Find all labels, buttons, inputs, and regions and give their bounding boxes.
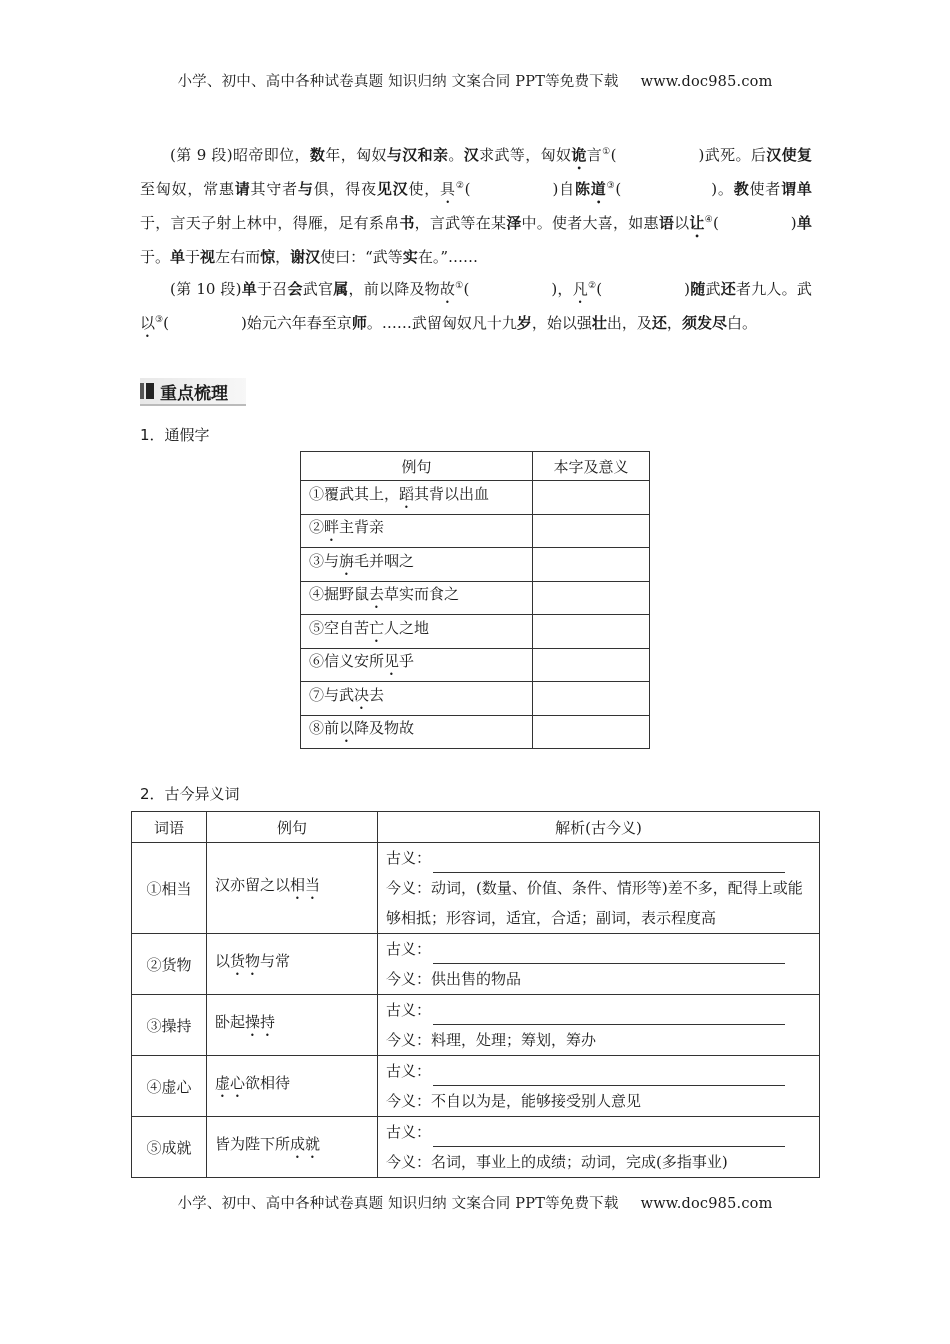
table-row: ⑤成就 皆为陛下所成就 古义： 今义：名词，事业上的成绩；动词，完成(多指事业) [132,1117,820,1178]
table-row: ⑤空自苦亡人之地 [301,615,650,649]
answer-blank[interactable] [433,1130,785,1147]
table-row: ④虚心 虚心欲相待 古义： 今义：不自以为是，能够接受别人意见 [132,1056,820,1117]
section-title-box [140,378,246,406]
table-row: ③操持 卧起操持 古义： 今义：料理，处理；筹划，筹办 [132,995,820,1056]
gujin-yiyi-table [131,811,820,1178]
q1-title: 1．通假字 [140,426,210,444]
page-header: 小学、初中、高中各种试卷真题 知识归纳 文案合同 PPT等免费下载 www.doc985.com [177,74,773,90]
col-header-word: 词语 [132,812,207,843]
q2-title: 2．古今异义词 [140,785,240,803]
answer-cell[interactable] [533,682,650,716]
table-row: ①相当 汉亦留之以相当 古义： 今义：动词，(数量、价值、条件、情形等)差不多，配得上或能够相抵；形容词，适宜，合适；副词，表示程度高 [132,843,820,934]
answer-cell[interactable] [533,548,650,582]
table-row: ⑥信义安所见乎 [301,648,650,682]
answer-blank[interactable] [433,856,785,873]
col-header-meaning: 本字及意义 [533,452,650,481]
table-row: ⑧前以降及物故 [301,715,650,749]
answer-cell[interactable] [533,581,650,615]
table-row: ②货物 以货物与常 古义： 今义：供出售的物品 [132,934,820,995]
table-row: ③与旃毛并咽之 [301,548,650,582]
answer-cell[interactable] [533,715,650,749]
page-footer: 小学、初中、高中各种试卷真题 知识归纳 文案合同 PPT等免费下载 www.doc985.com [177,1196,773,1212]
col-header-example: 例句 [207,812,378,843]
passage-para-10: (第 10 段)单于召会武官属，前以降及物故①( )，凡②( )随武还者九人。武以③( )始元六年春至京师。……武留匈奴凡十九岁，始以强壮出，及还，须发尽白。 [140,280,812,332]
answer-cell[interactable] [533,615,650,649]
col-header-example: 例句 [301,452,533,481]
answer-blank[interactable] [433,1069,785,1086]
answer-blank[interactable] [433,1008,785,1025]
answer-cell[interactable] [533,514,650,548]
answer-blank[interactable] [433,947,785,964]
section-title: 重点梳理 [160,384,228,404]
col-header-analysis: 解析(古今义) [378,812,820,843]
table-row: ②畔主背亲 [301,514,650,548]
answer-cell[interactable] [533,481,650,515]
table-row: ④掘野鼠去草实而食之 [301,581,650,615]
table-row: ①覆武其上，蹈其背以出血 [301,481,650,515]
answer-cell[interactable] [533,648,650,682]
passage-para-9: (第 9 段)昭帝即位，数年，匈奴与汉和亲。汉求武等，匈奴诡言①( )武死。后汉使复至匈奴，常惠请其守者与俱，得夜见汉使，具②( )自陈道③( )。教使者谓单于，言天子射上林中，得雁，足有系帛书，言武等在某泽中。使者大喜，如惠语以让④( )单于。单于视左右而惊，谢汉使曰：“武等实在。”…… [140,146,812,266]
tongjiazi-table [300,451,650,749]
table-row: ⑦与武决去 [301,682,650,716]
